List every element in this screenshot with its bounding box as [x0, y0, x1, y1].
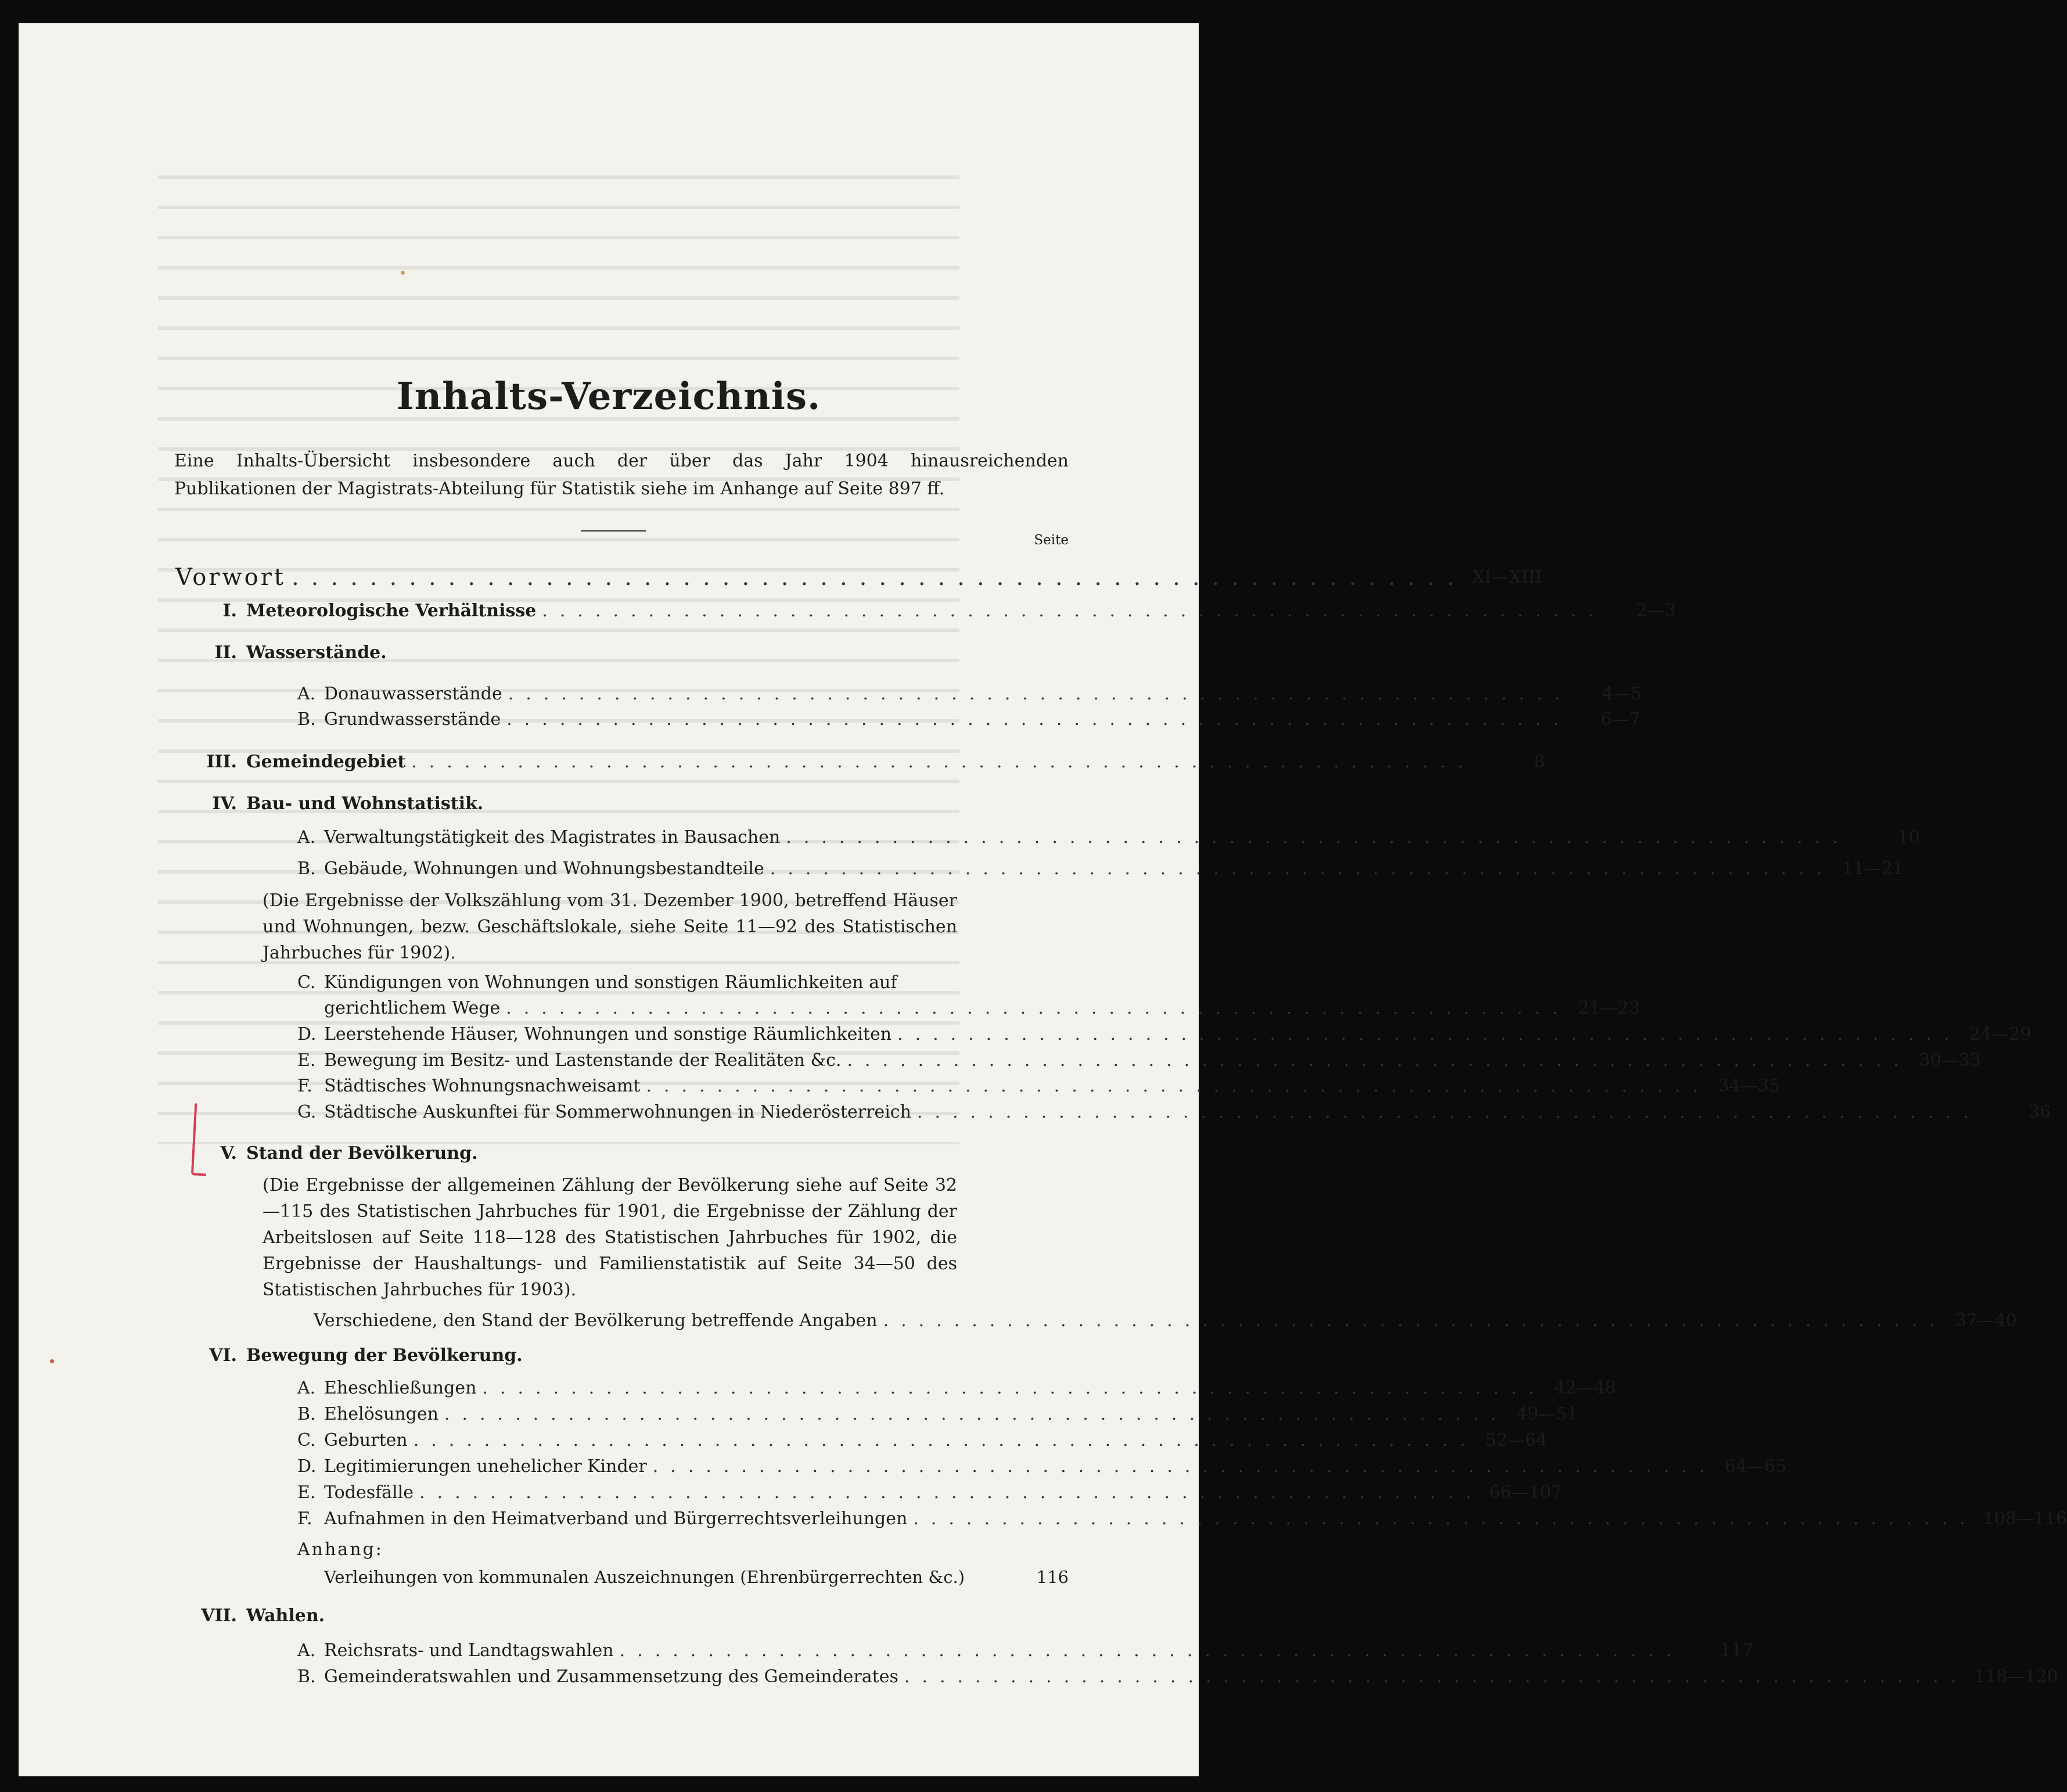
entry-page: 34—35 [1718, 1076, 1780, 1096]
toc-entry[interactable] [297, 1402, 1579, 1427]
anhang-label: Anhang: [297, 1539, 383, 1560]
entry-page: 30—33 [1919, 1050, 1981, 1071]
entry-letter: C. [297, 972, 316, 993]
entry-label: gerichtlichem Wege [324, 998, 501, 1018]
entry-label: Städtisches Wohnungsnachweisamt [324, 1076, 641, 1096]
leader-dots: ............................................................ [904, 1667, 1969, 1687]
entry-page: 52—64 [1485, 1430, 1547, 1450]
entry-label: Grundwasserstände [324, 709, 501, 730]
section-title: Wahlen. [246, 1606, 325, 1626]
toc-entry[interactable] [297, 1022, 2032, 1047]
entry-label: Verschiedene, den Stand der Bevölkerung betreffende Angaben [314, 1310, 878, 1331]
toc-entry-continuation[interactable] [324, 996, 1640, 1021]
entry-label: Verwaltungstätigkeit des Magistrates in Bausachen [324, 827, 781, 847]
toc-entry[interactable] [297, 1506, 2067, 1532]
section-title: Meteorologische Verhältnisse [246, 601, 537, 621]
section-number: I. [222, 601, 237, 621]
section-number: VII. [201, 1606, 237, 1626]
entry-page: 49—51 [1516, 1404, 1579, 1424]
entry-letter: B. [297, 1667, 316, 1687]
leader-dots: ............................................................ [913, 1509, 1978, 1529]
toc-entry[interactable] [297, 1638, 1753, 1664]
entry-letter: G. [297, 1102, 317, 1122]
section-note: (Die Ergebnisse der allgemeinen Zählung der Bevölkerung siehe auf Seite 32—115 des Statistischen Jahrbuches für 1901, die Ergebnisse der Zählung der Arbeitslosen auf Seite 118—128 des Statistischen Jahrbuches für 1902, die Ergebnisse der Haushaltungs- und Familienstatistik auf Seite 34—50 des Statistischen Jahrbuches für 1903). [263, 1175, 957, 1300]
intro-paragraph: Eine Inhalts-Übersicht insbesondere auch der über das Jahr 1904 hinausreichenden Publikationen der Magistrats-Abteilung für Statistik siehe im Anhange auf Seite 897 ff. [174, 451, 1069, 499]
toc-entry[interactable] [297, 1376, 1616, 1401]
entry-letter: A. [297, 684, 316, 704]
toc-entry[interactable] [297, 1480, 1562, 1506]
entry-page: 21—23 [1578, 998, 1640, 1018]
toc-entry-multiline[interactable] [297, 970, 1069, 996]
divider [581, 530, 646, 532]
entry-label: Legitimierungen unehelicher Kinder [324, 1456, 647, 1477]
section-number: V. [220, 1143, 237, 1163]
leader-dots: ............................................................ [413, 1430, 1478, 1450]
toc-entry[interactable] [297, 1100, 2051, 1125]
leader-dots: ............................................................ [652, 1456, 1717, 1477]
entry-page: 2—3 [1636, 601, 1676, 621]
toc-section-1[interactable] [161, 598, 1676, 624]
entry-letter: F. [297, 1076, 312, 1096]
leader-dots: ............................................................ [619, 1640, 1684, 1661]
paper-fleck [401, 271, 405, 275]
leader-dots: ............................................................ [847, 1050, 1911, 1071]
leader-dots: ............................................................ [444, 1404, 1509, 1424]
toc-section-5 [161, 1141, 1069, 1166]
toc-entry[interactable] [314, 1308, 2017, 1334]
entry-letter: B. [297, 1404, 316, 1424]
entry-page: XI—XIII [1472, 567, 1542, 587]
entry-letter: A. [297, 827, 316, 847]
entry-page: 116 [1036, 1567, 1069, 1587]
toc-entry[interactable] [297, 1664, 2058, 1690]
entry-label: Ehelösungen [324, 1404, 438, 1424]
entry-page: 6—7 [1601, 709, 1641, 730]
section-number: VI. [209, 1345, 237, 1366]
entry-page: 11—21 [1842, 859, 1904, 879]
entry-label: Bewegung im Besitz- und Lastenstande der Realitäten &c. [324, 1050, 842, 1071]
anhang-heading [297, 1537, 646, 1563]
page-title: Inhalts-Verzeichnis. [396, 375, 821, 418]
seite-column-label: Seite [1034, 533, 1069, 548]
leader-dots: ............................................................ [646, 1076, 1710, 1096]
leader-dots: ............................................................ [419, 1482, 1484, 1503]
entry-letter: B. [297, 859, 316, 879]
entry-page: 37—40 [1955, 1310, 2017, 1331]
section-number: II. [214, 642, 237, 663]
leader-dots: ............................................................ [411, 752, 1476, 772]
toc-section-7 [161, 1603, 1069, 1629]
entry-letter: E. [297, 1050, 316, 1071]
entry-page: 118—120 [1974, 1667, 2058, 1687]
leader-dots: ............................................................ [506, 998, 1570, 1018]
entry-label: Aufnahmen in den Heimatverband und Bürgerrechtsverleihungen [324, 1509, 908, 1529]
entry-page: 24—29 [1969, 1024, 2032, 1044]
entry-letter: B. [297, 709, 316, 730]
entry-label: Gemeinderatswahlen und Zusammensetzung des Gemeinderates [324, 1667, 898, 1687]
section-title: Wasserstände. [246, 642, 387, 663]
entry-label: Verleihungen von kommunalen Auszeichnungen (Ehrenbürgerrechten &c.) [324, 1567, 965, 1587]
toc-entry[interactable] [297, 1048, 1981, 1073]
entry-letter: F. [297, 1509, 312, 1529]
section-number: III. [206, 752, 237, 772]
toc-entry[interactable] [324, 1564, 1069, 1590]
entry-label: Geburten [324, 1430, 408, 1450]
toc-entry[interactable] [297, 856, 1904, 882]
toc-entry[interactable] [297, 1073, 1780, 1099]
leader-dots: ............................................................ [482, 1378, 1547, 1398]
entry-letter: D. [297, 1456, 317, 1477]
entry-page: 64—65 [1724, 1456, 1786, 1477]
toc-entry[interactable] [297, 681, 1642, 707]
toc-section-3[interactable] [161, 749, 1545, 775]
leader-dots: ............................................................ [786, 827, 1850, 847]
section-title: Bau- und Wohnstatistik. [246, 793, 484, 814]
leader-dots: ............................................................ [291, 564, 1466, 591]
leader-dots: ............................................................ [916, 1102, 1982, 1122]
entry-label: Gebäude, Wohnungen und Wohnungsbestandteile [324, 859, 764, 879]
entry-label: Eheschließungen [324, 1378, 477, 1398]
toc-section-4 [161, 791, 1069, 817]
entry-page: 66—107 [1489, 1482, 1562, 1503]
entry-label: Kündigungen von Wohnungen und sonstigen Räumlichkeiten auf [324, 972, 897, 993]
section-title: Bewegung der Bevölkerung. [246, 1345, 523, 1366]
leader-dots: ............................................................ [883, 1310, 1947, 1331]
entry-page: 36 [2028, 1102, 2051, 1122]
leader-dots: ............................................................ [770, 859, 1834, 879]
toc-entry-vorwort[interactable] [175, 564, 1542, 591]
entry-letter: A. [297, 1640, 316, 1661]
entry-page: 117 [1720, 1640, 1753, 1661]
toc-section-2 [161, 640, 1069, 666]
paper-fleck [50, 1359, 54, 1363]
toc-entry[interactable] [297, 1428, 1547, 1453]
toc-entry[interactable] [297, 707, 1641, 732]
entry-page: 10 [1897, 827, 1920, 847]
section-title: Gemeindegebiet [246, 752, 406, 772]
section-note: (Die Ergebnisse der Volkszählung vom 31. Dezember 1900, betreffend Häuser und Wohnungen, bezw. Geschäftslokale, siehe Seite 11—92 des Statistischen Jahrbuches für 1902). [263, 890, 957, 963]
entry-letter: C. [297, 1430, 316, 1450]
toc-section-6 [161, 1343, 1069, 1369]
leader-dots: ............................................................ [508, 684, 1572, 704]
entry-page: 42—48 [1554, 1378, 1616, 1398]
section-number: IV. [212, 793, 237, 814]
entry-label: Leerstehende Häuser, Wohnungen und sonstige Räumlichkeiten [324, 1024, 892, 1044]
section-title: Stand der Bevölkerung. [246, 1143, 478, 1163]
entry-page: 8 [1534, 752, 1545, 772]
leader-dots: ............................................................ [506, 709, 1571, 730]
leader-dots [965, 1564, 1028, 1590]
entry-label: Vorwort [175, 564, 286, 591]
entry-page: 108—116 [1983, 1509, 2067, 1529]
leader-dots: ............................................................ [897, 1024, 1962, 1044]
entry-letter: A. [297, 1378, 316, 1398]
entry-label: Donauwasserstände [324, 684, 502, 704]
entry-page: 4—5 [1602, 684, 1642, 704]
entry-letter: E. [297, 1482, 316, 1503]
toc-entry[interactable] [297, 1454, 1786, 1479]
entry-label: Städtische Auskunftei für Sommerwohnungen in Niederösterreich [324, 1102, 911, 1122]
entry-label: Todesfälle [324, 1482, 414, 1503]
leader-dots: ............................................................ [542, 601, 1606, 621]
toc-entry[interactable] [297, 825, 1920, 850]
document-page [19, 23, 2067, 1776]
entry-letter: D. [297, 1024, 317, 1044]
entry-label: Reichsrats- und Landtagswahlen [324, 1640, 614, 1661]
